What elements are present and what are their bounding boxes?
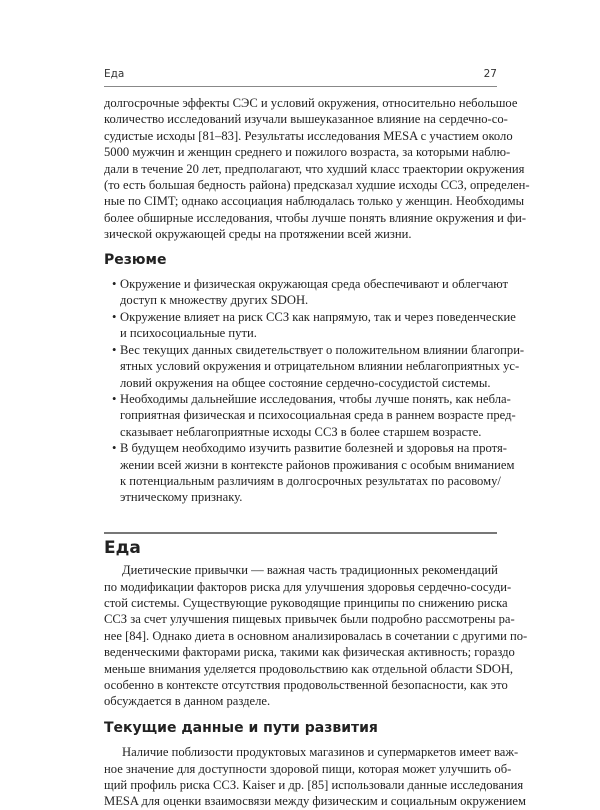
bullet-line: ловий окружения на общее состояние сердечно-сосудистой системы. — [120, 375, 491, 390]
summary-bullet — [112, 391, 516, 440]
summary-bullet — [112, 342, 525, 391]
summary-bullet — [112, 276, 509, 309]
text-line: Диетические привычки — важная часть традиционных рекомендаций — [122, 563, 498, 578]
bullet-line: этническому признаку. — [120, 490, 243, 505]
summary-bullet — [112, 440, 515, 506]
bullet-line: ятных условий окружения и отрицательном влиянии неблагоприятных ус- — [120, 359, 520, 374]
text-line: дали в течение 20 лет, предполагают, что худший класс траектории окружения — [104, 161, 525, 176]
text-line: веденческими факторами риска, такими как физическая активность; гораздо — [104, 645, 515, 660]
text-line: ССЗ за счет улучшения пищевых привычек были подробно рассмотрены ра- — [104, 612, 515, 627]
bullet-line: • Окружение и физическая окружающая среда обеспечивают и облегчают — [112, 276, 497, 292]
running-header-title: Еда — [104, 68, 125, 80]
text-line: зической окружающей среды на протяжении всей жизни. — [104, 227, 412, 242]
bullet-line: доступ к множеству других SDOH. — [120, 293, 309, 308]
text-line: более обширные исследования, чтобы лучше понять влияние окружения и фи- — [104, 210, 527, 225]
bullet-line: и психосоциальные пути. — [120, 326, 257, 341]
bullet-line: сказывает неблагоприятные исходы ССЗ в более старшем возрасте. — [120, 424, 482, 439]
food-paragraph — [104, 562, 528, 710]
text-line: ное значение для доступности здоровой пищи, которая может улучшить об- — [104, 761, 512, 776]
bullet-line: • Необходимы дальнейшие исследования, чтобы лучше понять, как небла- — [112, 391, 497, 407]
text-line: ные по CIMT; однако ассоциация наблюдалась только у женщин. Необходимы — [104, 194, 525, 209]
bullet-line: • Вес текущих данных свидетельствует о положительном влиянии благопри- — [112, 342, 497, 358]
text-line: нее [84]. Однако диета в основном анализировалась в сочетании с другими по- — [104, 628, 528, 643]
summary-bullet — [112, 309, 516, 342]
text-line: (то есть большая бедность района) предсказал худшие исходы ССЗ, определен- — [104, 178, 530, 193]
text-line: долгосрочные эффекты СЭС и условий окружения, относительно небольшое — [104, 96, 518, 110]
text-line: по модификации факторов риска для улучшения здоровья сердечно-сосуди- — [104, 579, 512, 594]
bullet-line: гоприятная физическая и психосоциальная среда в раннем возрасте пред- — [120, 408, 516, 423]
bullet-line: • Окружение влияет на риск ССЗ как напрямую, так и через поведенческие — [112, 309, 497, 325]
intro-paragraph — [104, 95, 530, 243]
text-line: стой системы. Существующие руководящие принципы по снижению риска — [104, 595, 508, 610]
text-line: Наличие поблизости продуктовых магазинов и супермаркетов имеет важ- — [122, 745, 519, 760]
bullet-line: жении всей жизни в контексте районов проживания с особым вниманием — [120, 457, 515, 472]
text-line: особенно в контексте отсутствия продовольственной безопасности, как это — [104, 678, 508, 692]
text-line: меньше внимания уделяется продовольствию как отдельной области SDOH, — [104, 661, 514, 676]
running-header — [104, 68, 497, 87]
text-line: обсуждается в данном разделе. — [104, 694, 271, 709]
text-line: щий профиль риска ССЗ. Kaiser и др. [85] использовали данные исследования — [104, 778, 524, 793]
food-section-heading: Еда — [104, 537, 141, 558]
text-line: судистые исходы [81–83]. Результаты исследования MESA с участием около — [104, 128, 513, 143]
current-data-paragraph — [104, 744, 526, 810]
current-data-heading: Текущие данные и пути развития — [104, 719, 378, 736]
text-line: 5000 мужчин и женщин среднего и пожилого возраста, за которыми наблю- — [104, 145, 511, 160]
summary-heading: Резюме — [104, 251, 167, 268]
bullet-line: к потенциальным различиям в долгосрочных результатах по расовому/ — [120, 473, 501, 488]
text-line: количество исследований изучали вышеуказанное влияние на сердечно-со- — [104, 112, 508, 127]
text-line: MESA для оценки взаимосвязи между физическим и социальным окружением — [104, 794, 526, 809]
page-body — [104, 95, 530, 810]
summary-bullet-list — [104, 276, 525, 506]
bullet-line: • В будущем необходимо изучить развитие болезней и здоровья на протя- — [112, 440, 497, 456]
page-number: 27 — [483, 68, 497, 80]
section-divider — [104, 532, 497, 534]
